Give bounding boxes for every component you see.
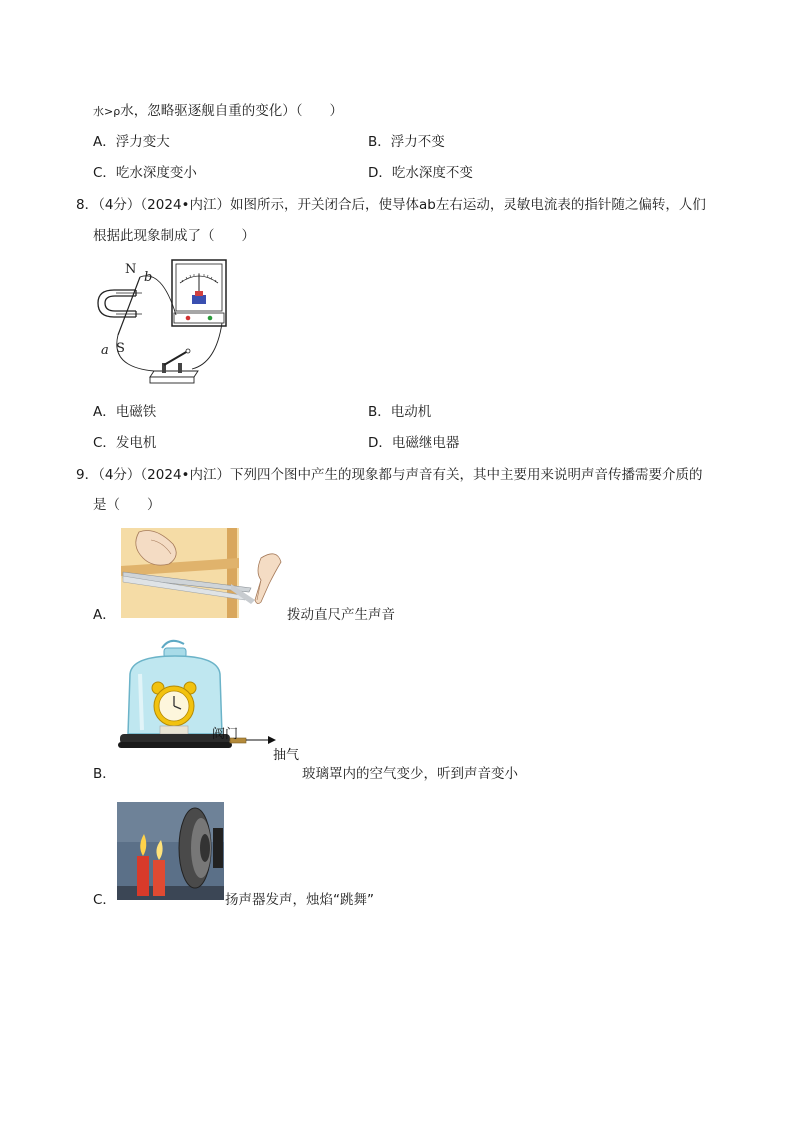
q8-option-c[interactable]: C．发电机	[93, 435, 157, 451]
q9-pump-label: 抽气	[273, 748, 300, 763]
q7-option-c[interactable]: C．吃水深度变小	[93, 165, 197, 181]
q9-valve-label: 阀门	[212, 727, 239, 742]
q8-stem-line2: 根据此现象制成了（ ）	[93, 228, 255, 244]
q9-stem-line2: 是（ ）	[93, 497, 161, 513]
q8-option-d[interactable]: D．电磁继电器	[368, 435, 460, 451]
q8-galvanometer-circuit-figure	[92, 255, 237, 390]
q8-option-a[interactable]: A．电磁铁	[93, 404, 157, 420]
q9-option-a-caption: 拨动直尺产生声音	[287, 607, 395, 623]
q9-option-b-letter[interactable]: B．	[93, 766, 116, 782]
q8-label-b: b	[144, 270, 153, 285]
q9-ruler-photo[interactable]	[121, 528, 285, 618]
q9-option-c-letter[interactable]: C．	[93, 892, 116, 908]
q8-label-n: N	[125, 262, 137, 277]
q8-label-s: S	[116, 341, 125, 356]
q8-option-b[interactable]: B．电动机	[368, 404, 432, 420]
q7-option-a[interactable]: A．浮力变大	[93, 134, 170, 150]
q8-stem-line1: 8．（4分）（2024•内江）如图所示，开关闭合后，使导体ab左右运动，灵敏电流表的指针随之偏转，人们	[76, 197, 706, 213]
q7-option-b[interactable]: B．浮力不变	[368, 134, 445, 150]
q9-bell-jar-photo[interactable]	[118, 634, 300, 776]
q8-label-a: a	[101, 343, 109, 358]
q7-tail-sub: 水>ρ	[93, 105, 121, 118]
q7-tail-line	[93, 102, 343, 121]
q9-option-a-letter[interactable]: A．	[93, 607, 116, 623]
q9-option-b-caption: 玻璃罩内的空气变少，听到声音变小	[302, 766, 518, 782]
q7-option-d[interactable]: D．吃水深度不变	[368, 165, 473, 181]
q7-tail-text: 水，忽略驱逐舰自重的变化）（ ）	[120, 103, 343, 119]
q9-stem-line1: 9．（4分）（2024•内江）下列四个图中产生的现象都与声音有关，其中主要用来说明声音传播需要介质的	[76, 467, 703, 483]
q9-speaker-candle-photo[interactable]	[117, 802, 224, 900]
q9-option-c-caption: 扬声器发声，烛焰“跳舞”	[225, 892, 374, 908]
